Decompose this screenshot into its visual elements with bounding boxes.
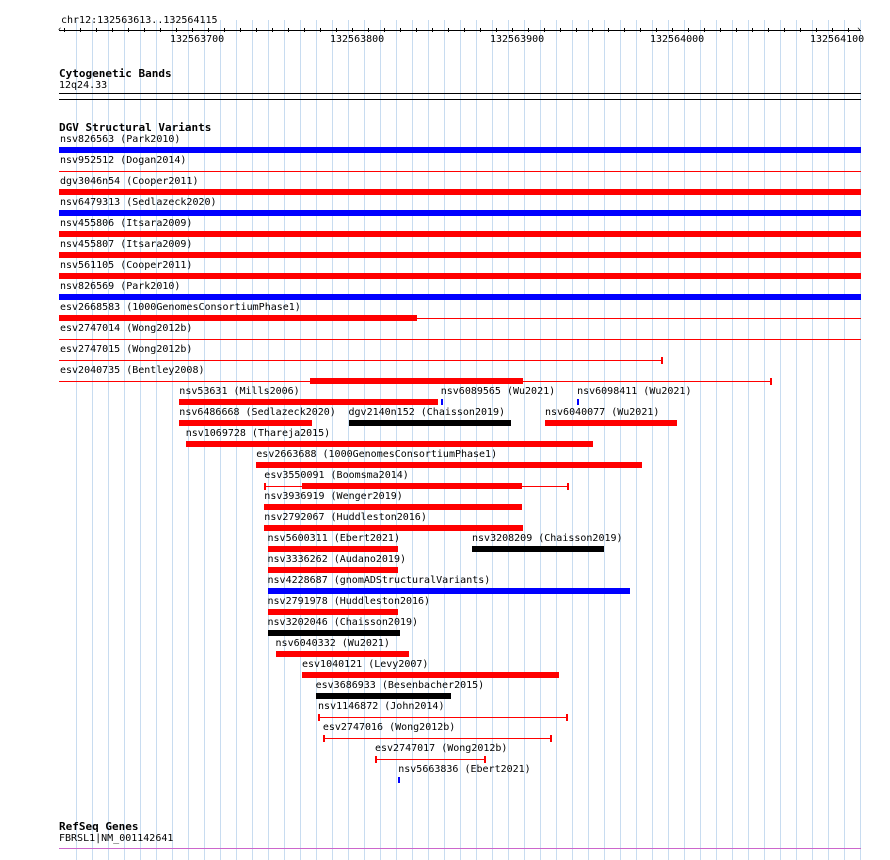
ruler-tick [560, 28, 561, 32]
dgv-variant-line[interactable] [59, 339, 861, 340]
ruler-tick [672, 28, 673, 32]
dgv-row-label[interactable]: nsv6479313 (Sedlazeck2020) [60, 197, 217, 208]
cytoband-label: 12q24.33 [59, 80, 108, 91]
grid-line [620, 20, 621, 860]
ruler-tick [608, 28, 609, 32]
dgv-feature-label[interactable]: nsv6040332 (Wu2021) [275, 638, 390, 649]
dgv-variant-end-tick[interactable] [661, 357, 663, 364]
dgv-feature-bar[interactable] [268, 630, 400, 636]
ruler-left-arrow-icon: ‹ [57, 25, 63, 35]
dgv-feature-label[interactable]: nsv6040077 (Wu2021) [545, 407, 660, 418]
ruler-tick [784, 28, 785, 32]
grid-line [460, 20, 461, 860]
dgv-feature-label[interactable]: esv3550091 (Boomsma2014) [264, 470, 409, 481]
grid-line [604, 20, 605, 860]
ruler-tick [208, 28, 209, 32]
dgv-feature-bar[interactable] [302, 483, 522, 489]
grid-line [236, 20, 237, 860]
ruler-tick [336, 28, 337, 32]
ruler-tick [592, 28, 593, 32]
dgv-row-label[interactable]: nsv952512 (Dogan2014) [60, 155, 187, 166]
dgv-feature-start-tick[interactable] [318, 714, 320, 721]
ruler-tick [368, 28, 369, 32]
ruler-tick [752, 28, 753, 32]
dgv-feature-line[interactable] [318, 717, 566, 718]
ruler-tick [704, 28, 705, 32]
dgv-row-label[interactable]: esv2040735 (Bentley2008) [60, 365, 205, 376]
ruler-range-label: chr12:132563613..132564115 [61, 15, 218, 26]
grid-line [716, 20, 717, 860]
dgv-feature-label[interactable]: nsv53631 (Mills2006) [179, 386, 300, 397]
dgv-row-label[interactable]: esv2668583 (1000GenomesConsortiumPhase1) [60, 302, 301, 313]
ruler-tick [224, 28, 225, 32]
grid-line [508, 20, 509, 860]
ruler-tick [400, 28, 401, 32]
dgv-feature-end-tick[interactable] [566, 714, 568, 721]
ruler-tick-label: 132563800 [330, 34, 385, 45]
grid-line [412, 20, 413, 860]
dgv-feature-bar[interactable] [268, 567, 399, 573]
grid-line [796, 20, 797, 860]
grid-line [108, 20, 109, 860]
grid-line [828, 20, 829, 860]
dgv-feature-label[interactable]: nsv6486668 (Sedlazeck2020) [179, 407, 336, 418]
dgv-feature-bar[interactable] [179, 399, 437, 405]
ruler-tick [656, 28, 657, 32]
dgv-feature-bar[interactable] [349, 420, 511, 426]
dgv-feature-line[interactable] [323, 738, 550, 739]
ruler-tick [832, 28, 833, 32]
dgv-feature-label[interactable]: esv2747017 (Wong2012b) [374, 743, 508, 754]
ruler-tick [96, 28, 97, 32]
dgv-variant-end-tick[interactable] [770, 378, 772, 385]
dgv-row-label[interactable]: dgv3046n54 (Cooper2011) [60, 176, 199, 187]
grid-line [748, 20, 749, 860]
ruler-tick [64, 28, 65, 32]
dgv-feature-label[interactable]: esv1040121 (Levy2007) [302, 659, 429, 670]
ruler-tick [304, 28, 305, 32]
ruler-tick [432, 28, 433, 32]
grid-line [348, 20, 349, 860]
track-title-dgv[interactable]: DGV Structural Variants [59, 121, 212, 134]
track-title-refseq[interactable]: RefSeq Genes [59, 820, 139, 833]
grid-line [780, 20, 781, 860]
grid-line [332, 20, 333, 860]
grid-line [268, 20, 269, 860]
dgv-feature-label[interactable]: nsv6089565 (Wu2021) [440, 386, 556, 397]
dgv-feature-label[interactable]: esv2663688 (1000GenomesConsortiumPhase1) [256, 449, 498, 460]
dgv-feature-label[interactable]: nsv5663836 (Ebert2021) [398, 764, 531, 775]
ruler-tick [144, 28, 145, 32]
ruler-tick [448, 28, 449, 32]
ruler-tick [688, 28, 689, 32]
dgv-variant-line[interactable] [59, 171, 861, 172]
grid-line [476, 20, 477, 860]
grid-line [860, 20, 861, 860]
ruler-tick [512, 28, 513, 32]
ruler-right-arrow-icon: › [856, 25, 862, 35]
dgv-feature-label[interactable]: nsv2792067 (Huddleston2016) [264, 512, 427, 523]
grid-line [380, 20, 381, 860]
ruler-tick [736, 28, 737, 32]
ruler-tick [288, 28, 289, 32]
dgv-variant-line[interactable] [417, 318, 861, 319]
grid-line [764, 20, 765, 860]
dgv-feature-start-tick[interactable] [264, 483, 266, 490]
dgv-variant-bar[interactable] [59, 147, 861, 153]
dgv-row-label[interactable]: nsv826569 (Park2010) [60, 281, 181, 292]
grid-line [396, 20, 397, 860]
dgv-row-label[interactable]: nsv455806 (Itsara2009) [60, 218, 193, 229]
dgv-feature-bar[interactable] [186, 441, 593, 447]
ruler-tick-label: 132563900 [490, 34, 545, 45]
grid-line [812, 20, 813, 860]
grid-line [124, 20, 125, 860]
dgv-feature-bar[interactable] [264, 525, 523, 531]
dgv-variant-bar[interactable] [59, 315, 417, 321]
grid-line [732, 20, 733, 860]
grid-line [636, 20, 637, 860]
dgv-feature-label[interactable]: nsv5600311 (Ebert2021) [267, 533, 400, 544]
dgv-row-label[interactable]: esv2747015 (Wong2012b) [60, 344, 193, 355]
dgv-feature-label[interactable]: dgv2140n152 (Chaisson2019) [348, 407, 506, 418]
ruler-tick [768, 28, 769, 32]
grid-line [524, 20, 525, 860]
grid-line [76, 20, 77, 860]
dgv-variant-bar[interactable] [59, 252, 861, 258]
ruler-tick [192, 28, 193, 32]
ruler-tick [848, 28, 849, 32]
ruler-tick [800, 28, 801, 32]
dgv-feature-bar[interactable] [302, 672, 559, 678]
grid-line [172, 20, 173, 860]
dgv-feature-end-tick[interactable] [567, 483, 569, 490]
ruler-tick [720, 28, 721, 32]
dgv-feature-start-tick[interactable] [323, 735, 325, 742]
grid-line [140, 20, 141, 860]
grid-line [556, 20, 557, 860]
dgv-feature-bar[interactable] [268, 609, 399, 615]
dgv-feature-label[interactable]: nsv3936919 (Wenger2019) [264, 491, 403, 502]
dgv-variant-bar[interactable] [59, 273, 861, 279]
grid-line [220, 20, 221, 860]
ruler-axis [59, 30, 861, 31]
ruler-tick [624, 28, 625, 32]
dgv-feature-bar[interactable] [472, 546, 604, 552]
ruler-tick [528, 28, 529, 32]
ruler-tick [320, 28, 321, 32]
dgv-feature-label[interactable]: nsv2791978 (Huddleston2016) [267, 596, 431, 607]
ruler-tick [384, 28, 385, 32]
dgv-feature-line[interactable] [375, 759, 484, 760]
dgv-feature-bar[interactable] [264, 504, 521, 510]
ruler-tick [416, 28, 417, 32]
dgv-feature-start-tick[interactable] [375, 756, 377, 763]
ruler-tick [272, 28, 273, 32]
grid-line [700, 20, 701, 860]
ruler-tick [240, 28, 241, 32]
ruler-tick [176, 28, 177, 32]
grid-line [156, 20, 157, 860]
grid-line [92, 20, 93, 860]
dgv-row-label[interactable]: esv2747014 (Wong2012b) [60, 323, 193, 334]
dgv-feature-end-tick[interactable] [484, 756, 486, 763]
ruler-tick [640, 28, 641, 32]
grid-line [668, 20, 669, 860]
ruler-tick [464, 28, 465, 32]
cytoband-line-bottom [59, 99, 861, 100]
ruler-tick [112, 28, 113, 32]
dgv-feature-bar[interactable] [441, 399, 443, 405]
ruler-tick [256, 28, 257, 32]
ruler-tick [480, 28, 481, 32]
dgv-feature-bar[interactable] [256, 462, 642, 468]
dgv-variant-bar[interactable] [59, 294, 861, 300]
dgv-feature-label[interactable]: nsv1069728 (Thareja2015) [185, 428, 331, 439]
ruler-tick-label: 132564000 [650, 34, 705, 45]
dgv-variant-bar[interactable] [59, 189, 861, 195]
dgv-row-label[interactable]: nsv455807 (Itsara2009) [60, 239, 193, 250]
grid-line [300, 20, 301, 860]
ruler-tick [352, 28, 353, 32]
dgv-feature-bar[interactable] [577, 399, 579, 405]
ruler-tick [496, 28, 497, 32]
ruler-tick [128, 28, 129, 32]
dgv-feature-label[interactable]: nsv3202046 (Chaisson2019) [267, 617, 419, 628]
dgv-variant-bar[interactable] [310, 378, 523, 384]
refseq-gene-label[interactable]: FBRSL1|NM_001142641 [59, 833, 174, 844]
dgv-feature-label[interactable]: nsv3208209 (Chaisson2019) [472, 533, 623, 544]
grid-line [428, 20, 429, 860]
dgv-feature-bar[interactable] [276, 651, 409, 657]
ruler-tick [576, 28, 577, 32]
dgv-feature-bar[interactable] [545, 420, 677, 426]
dgv-feature-bar[interactable] [398, 777, 400, 783]
dgv-feature-bar[interactable] [316, 693, 452, 699]
ruler-tick [160, 28, 161, 32]
dgv-feature-label[interactable]: nsv1146872 (John2014) [318, 701, 445, 712]
grid-line [588, 20, 589, 860]
dgv-feature-label[interactable]: esv2747016 (Wong2012b) [322, 722, 456, 733]
dgv-variant-bar[interactable] [59, 210, 861, 216]
dgv-row-label[interactable]: nsv561105 (Cooper2011) [60, 260, 193, 271]
ruler-tick [80, 28, 81, 32]
grid-line [364, 20, 365, 860]
grid-line [252, 20, 253, 860]
dgv-feature-label[interactable]: nsv3336262 (Audano2019) [267, 554, 406, 565]
grid-line [844, 20, 845, 860]
grid-line [652, 20, 653, 860]
ruler-tick-label: 132564100 [810, 34, 865, 45]
dgv-feature-label[interactable]: nsv4228687 (gnomADStructuralVariants) [267, 575, 491, 586]
dgv-feature-label[interactable]: esv3686933 (Besenbacher2015) [315, 680, 485, 691]
grid-line [204, 20, 205, 860]
grid-line [284, 20, 285, 860]
dgv-feature-label[interactable]: nsv6098411 (Wu2021) [577, 386, 692, 397]
grid-line [492, 20, 493, 860]
dgv-feature-bar[interactable] [268, 546, 399, 552]
ruler-tick-label: 132563700 [170, 34, 225, 45]
grid-line [684, 20, 685, 860]
ruler-tick [544, 28, 545, 32]
cytoband-line-top [59, 93, 861, 94]
dgv-variant-bar[interactable] [59, 231, 861, 237]
grid-line [316, 20, 317, 860]
dgv-variant-line[interactable] [59, 360, 661, 361]
grid-line [572, 20, 573, 860]
grid-line [188, 20, 189, 860]
dgv-feature-bar[interactable] [179, 420, 312, 426]
refseq-gene-line[interactable] [59, 848, 861, 849]
ruler-tick [816, 28, 817, 32]
track-title-cytoband[interactable]: Cytogenetic Bands [59, 67, 172, 80]
dgv-feature-bar[interactable] [268, 588, 631, 594]
grid-line [444, 20, 445, 860]
dgv-feature-end-tick[interactable] [550, 735, 552, 742]
grid-line [540, 20, 541, 860]
dgv-row-label[interactable]: nsv826563 (Park2010) [60, 134, 181, 145]
